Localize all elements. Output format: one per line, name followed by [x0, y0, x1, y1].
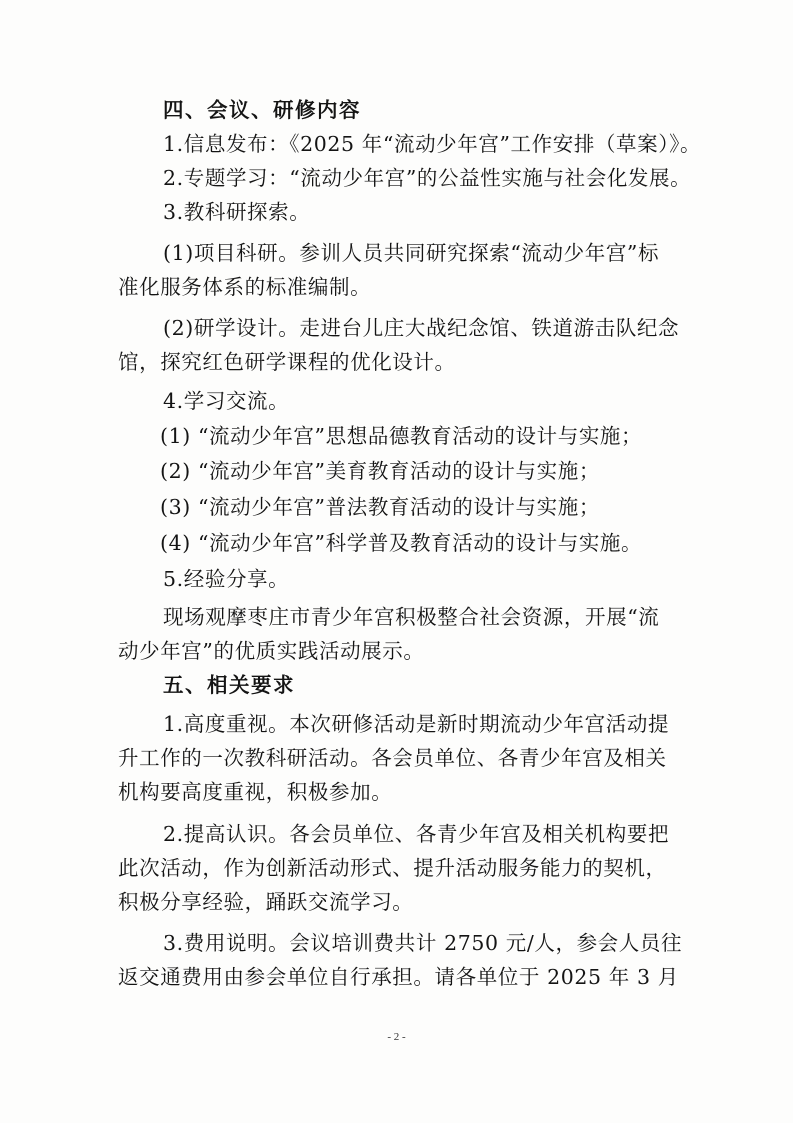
section-5-heading: 五、相关要求: [163, 673, 295, 697]
req-1-line2: 升工作的一次教科研活动。各会员单位、各青少年宫及相关: [118, 746, 667, 770]
item-3-sub2-line1: (2)研学设计。走进台儿庄大战纪念馆、铁道游击队纪念: [163, 316, 680, 340]
item-3-sub2-line2: 馆，探究红色研学课程的优化设计。: [118, 350, 456, 374]
item-3-sub1-line1: (1)项目科研。参训人员共同研究探索“流动少年宫”标: [163, 241, 660, 265]
item-3-title: 3.教科研探索。: [163, 200, 311, 224]
item-1-info-release: 1.信息发布：《2025 年“流动少年宫”工作安排（草案）》。: [163, 132, 702, 156]
req-2-line3: 积极分享经验，踊跃交流学习。: [118, 890, 414, 914]
item-5-title: 5.经验分享。: [163, 567, 290, 591]
item-5-line2: 动少年宫”的优质实践活动展示。: [118, 639, 425, 663]
req-3-line1: 3.费用说明。会议培训费共计 2750 元/人，参会人员往: [163, 931, 683, 955]
item-4-sub4: (4) “流动少年宫”科学普及教育活动的设计与实施。: [160, 531, 643, 555]
item-4-sub2: (2) “流动少年宫”美育教育活动的设计与实施；: [160, 459, 600, 483]
req-2-line2: 此次活动，作为创新活动形式、提升活动服务能力的契机，: [118, 856, 667, 880]
item-5-line1: 现场观摩枣庄市青少年宫积极整合社会资源，开展“流: [163, 605, 660, 629]
req-2-line1: 2.提高认识。各会员单位、各青少年宫及相关机构要把: [163, 822, 670, 846]
req-3-line2: 返交通费用由参会单位自行承担。请各单位于 2025 年 3 月: [118, 965, 679, 989]
req-1-line3: 机构要高度重视，积极参加。: [118, 780, 393, 804]
item-4-sub1: (1) “流动少年宫”思想品德教育活动的设计与实施；: [160, 424, 643, 448]
item-3-sub1-line2: 准化服务体系的标准编制。: [118, 275, 372, 299]
page-number: - 2 -: [387, 1031, 406, 1043]
item-2-topic-study: 2.专题学习：“流动少年宫”的公益性实施与社会化发展。: [163, 166, 692, 190]
item-4-title: 4.学习交流。: [163, 389, 290, 413]
section-4-heading: 四、会议、研修内容: [163, 98, 361, 122]
item-4-sub3: (3) “流动少年宫”普法教育活动的设计与实施；: [160, 495, 600, 519]
req-1-line1: 1.高度重视。本次研修活动是新时期流动少年宫活动提: [163, 712, 670, 736]
